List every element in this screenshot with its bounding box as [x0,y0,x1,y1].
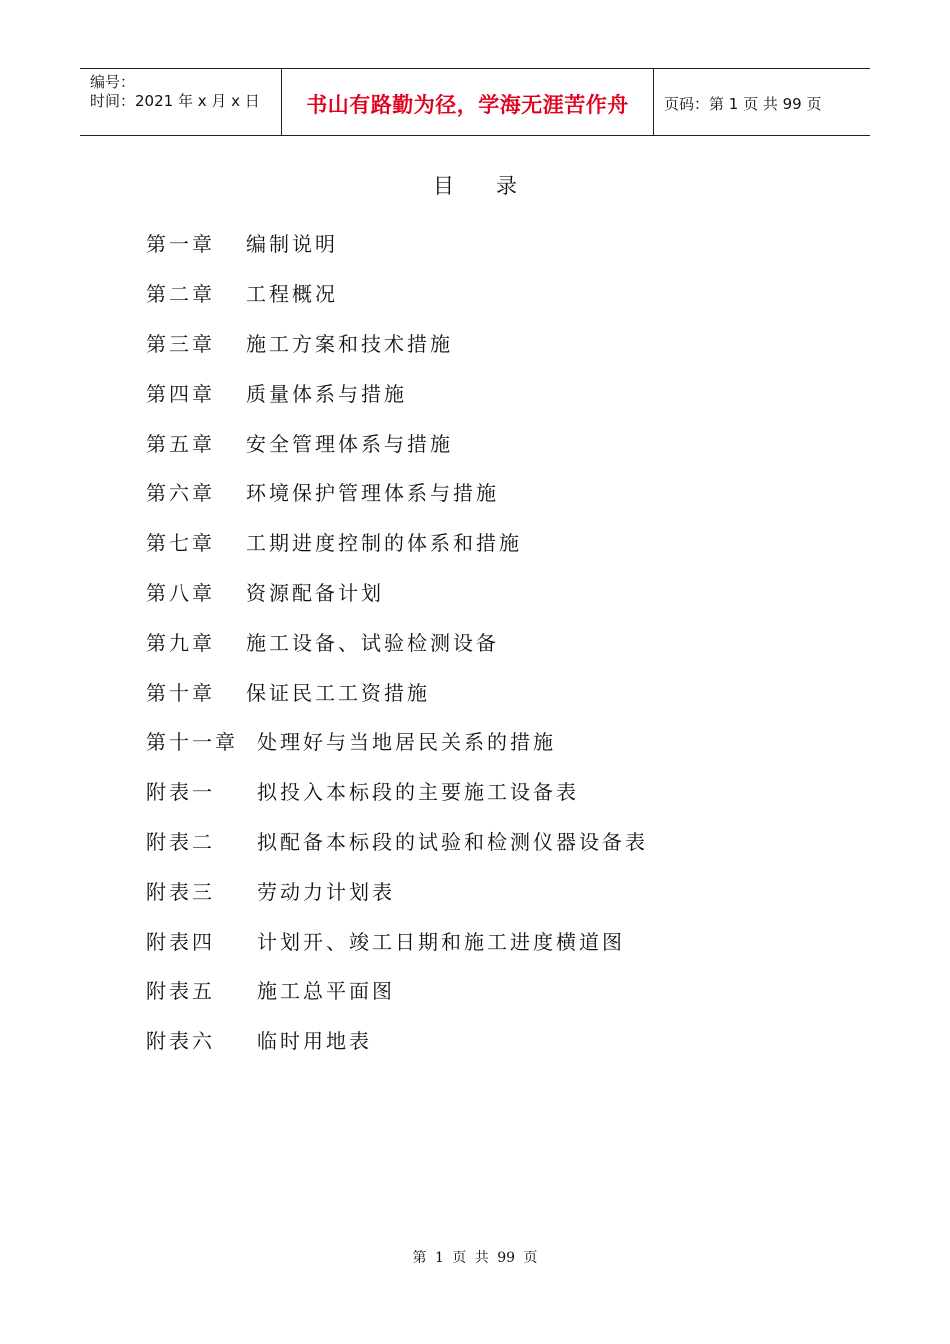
toc-item[interactable] [146,666,648,716]
toc-item[interactable] [146,716,648,766]
toc-item-name: 拟投入本标段的主要施工设备表 [257,780,579,805]
toc-item-name: 处理好与当地居民关系的措施 [257,730,556,755]
toc-item-label: 第七章 [146,531,215,556]
toc-item-name: 安全管理体系与措施 [246,431,453,456]
toc-item-name: 计划开、竣工日期和施工进度横道图 [257,929,625,954]
toc-item-name: 编制说明 [246,232,338,257]
header-motto-cell [282,69,654,135]
toc-item-label: 第十章 [146,680,215,705]
toc-item[interactable] [146,367,648,417]
toc-item-name: 质量体系与措施 [246,381,407,406]
toc-item[interactable] [146,1015,648,1065]
toc-item-label: 第五章 [146,431,215,456]
toc-item-label: 附表六 [146,1029,215,1054]
toc-item-name: 拟配备本标段的试验和检测仪器设备表 [257,829,648,854]
toc-item-label: 第九章 [146,630,215,655]
toc-item-name: 工程概况 [246,282,338,307]
toc-item[interactable] [146,417,648,467]
page-footer: 第 1 页 共 99 页 [412,1250,538,1266]
toc-item-label: 附表五 [146,979,215,1004]
toc-item-name: 施工总平面图 [257,979,395,1004]
toc-item-label: 附表二 [146,829,215,854]
toc-title: 目录 [433,174,559,198]
toc-item-label: 第十一章 [146,730,238,755]
toc-item[interactable] [146,865,648,915]
toc-item[interactable] [146,915,648,965]
toc-item-name: 工期进度控制的体系和措施 [246,531,522,556]
toc-item-name: 环境保护管理体系与措施 [246,481,499,506]
toc-item[interactable] [146,816,648,866]
toc-item-name: 劳动力计划表 [257,879,395,904]
toc-item-label: 第三章 [146,331,215,356]
toc-item[interactable] [146,567,648,617]
page-header [80,68,870,136]
toc-item-label: 附表三 [146,879,215,904]
toc-item-label: 第四章 [146,381,215,406]
toc-item[interactable] [146,268,648,318]
toc-item[interactable] [146,467,648,517]
toc-item-label: 第八章 [146,580,215,605]
toc-item[interactable] [146,318,648,368]
toc-item-name: 保证民工工资措施 [246,680,430,705]
toc-item-name: 施工方案和技术措施 [246,331,453,356]
toc-list [146,218,648,1065]
toc-item[interactable] [146,616,648,666]
toc-item[interactable] [146,965,648,1015]
toc-item[interactable] [146,517,648,567]
toc-item-label: 附表一 [146,780,215,805]
document-number-label: 编号： [90,73,136,91]
toc-item-name: 资源配备计划 [246,580,384,605]
document-time-label: 时间：2021 年 x 月 x 日 [90,92,260,110]
header-page-info: 页码：第 1 页 共 99 页 [664,94,822,113]
toc-item-name: 临时用地表 [257,1029,372,1054]
toc-item-name: 施工设备、试验检测设备 [246,630,499,655]
toc-item[interactable] [146,218,648,268]
toc-item-label: 第二章 [146,282,215,307]
header-meta [80,69,282,135]
toc-item-label: 第六章 [146,481,215,506]
toc-item[interactable] [146,766,648,816]
header-motto: 书山有路勤为径，学海无涯苦作舟 [306,93,629,117]
toc-item-label: 附表四 [146,929,215,954]
toc-item-label: 第一章 [146,232,215,257]
